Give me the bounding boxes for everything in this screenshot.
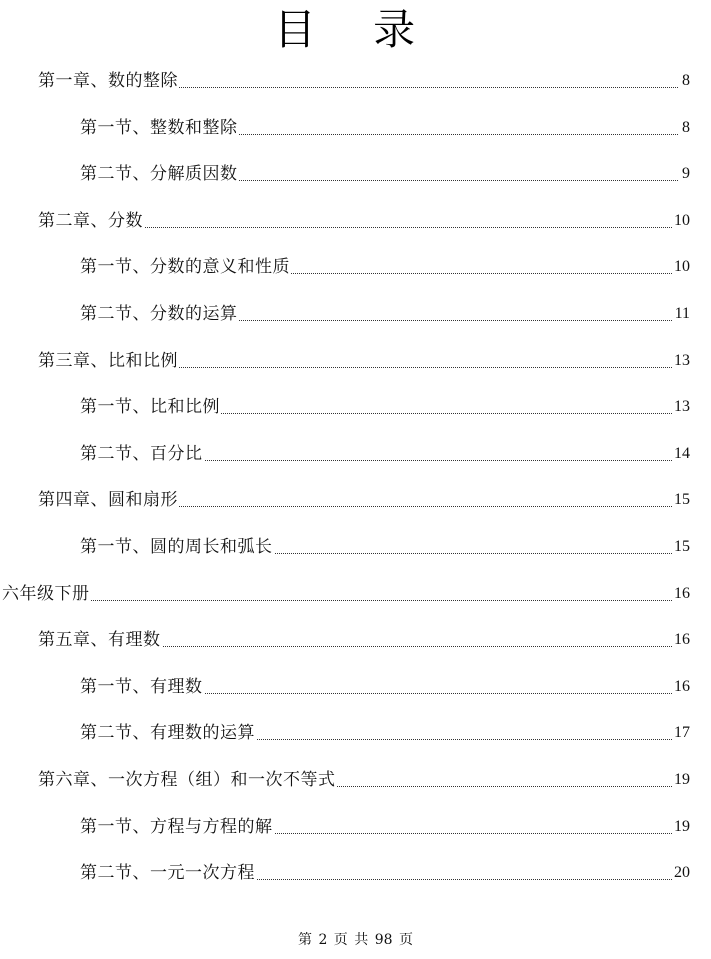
toc-entry[interactable] bbox=[0, 856, 711, 890]
toc-entry[interactable] bbox=[0, 297, 711, 331]
toc-entry[interactable] bbox=[0, 204, 711, 238]
toc-entry-page-number: 13 bbox=[672, 344, 690, 378]
toc-entry-title: 第二节、百分比 bbox=[80, 437, 204, 471]
toc-entry[interactable] bbox=[0, 390, 711, 424]
toc-entry-page-number: 11 bbox=[673, 297, 690, 331]
toc-entry[interactable] bbox=[0, 810, 711, 844]
toc-entry[interactable] bbox=[0, 157, 711, 191]
toc-entry-page-number: 10 bbox=[672, 204, 690, 238]
toc-entry-title: 第一节、整数和整除 bbox=[80, 111, 239, 145]
toc-entry[interactable] bbox=[0, 250, 711, 284]
toc-entry[interactable] bbox=[0, 437, 711, 471]
toc-entry-title: 第二节、一元一次方程 bbox=[80, 856, 256, 890]
toc-entry-page-number: 8 bbox=[680, 111, 690, 145]
toc-entry[interactable] bbox=[0, 344, 711, 378]
toc-leader-dots bbox=[6, 600, 678, 601]
toc-entry-page-number: 19 bbox=[672, 763, 690, 797]
toc-entry-title: 第六章、一次方程（组）和一次不等式 bbox=[38, 763, 337, 797]
toc-entry-title: 第五章、有理数 bbox=[38, 623, 162, 657]
toc-entry-page-number: 15 bbox=[672, 530, 690, 564]
toc-entry-title: 第三章、比和比例 bbox=[38, 344, 179, 378]
page-title: 目 录 bbox=[273, 5, 438, 54]
toc-entry-page-number: 10 bbox=[672, 250, 690, 284]
toc-entry-title: 第二节、分解质因数 bbox=[80, 157, 239, 191]
toc-entry[interactable] bbox=[0, 716, 711, 750]
toc-entry-title: 第二节、有理数的运算 bbox=[80, 716, 256, 750]
toc-entry-page-number: 19 bbox=[672, 810, 690, 844]
toc-entry[interactable] bbox=[0, 670, 711, 704]
toc-entry-title: 第一节、分数的意义和性质 bbox=[80, 250, 291, 284]
toc-entry[interactable] bbox=[0, 111, 711, 145]
toc-entry-page-number: 14 bbox=[672, 437, 690, 471]
toc-entry-page-number: 16 bbox=[672, 577, 690, 611]
toc-entry-page-number: 16 bbox=[672, 623, 690, 657]
toc-entry-page-number: 8 bbox=[680, 64, 690, 98]
toc-entry-title: 第四章、圆和扇形 bbox=[38, 483, 179, 517]
toc-entry-title: 第二章、分数 bbox=[38, 204, 144, 238]
toc-entry-page-number: 13 bbox=[672, 390, 690, 424]
toc-entry-title: 第一节、方程与方程的解 bbox=[80, 810, 274, 844]
toc-entry[interactable] bbox=[0, 577, 711, 611]
toc-entry[interactable] bbox=[0, 530, 711, 564]
toc-entry-page-number: 9 bbox=[680, 157, 690, 191]
toc-entry-title: 第一节、圆的周长和弧长 bbox=[80, 530, 274, 564]
toc-entry-page-number: 16 bbox=[672, 670, 690, 704]
toc-entry-title: 六年级下册 bbox=[2, 577, 91, 611]
toc-entry[interactable] bbox=[0, 763, 711, 797]
toc-entry-title: 第一章、数的整除 bbox=[38, 64, 179, 98]
toc-entry-page-number: 17 bbox=[672, 716, 690, 750]
page-footer: 第 2 页 共 98 页 bbox=[298, 932, 413, 948]
toc-entry-title: 第一节、比和比例 bbox=[80, 390, 221, 424]
toc-entry-title: 第二节、分数的运算 bbox=[80, 297, 239, 331]
toc-entry[interactable] bbox=[0, 623, 711, 657]
toc-entry-page-number: 20 bbox=[672, 856, 690, 890]
toc-entry[interactable] bbox=[0, 483, 711, 517]
toc-entry-page-number: 15 bbox=[672, 483, 690, 517]
toc-entry[interactable] bbox=[0, 64, 711, 98]
toc-entry-title: 第一节、有理数 bbox=[80, 670, 204, 704]
